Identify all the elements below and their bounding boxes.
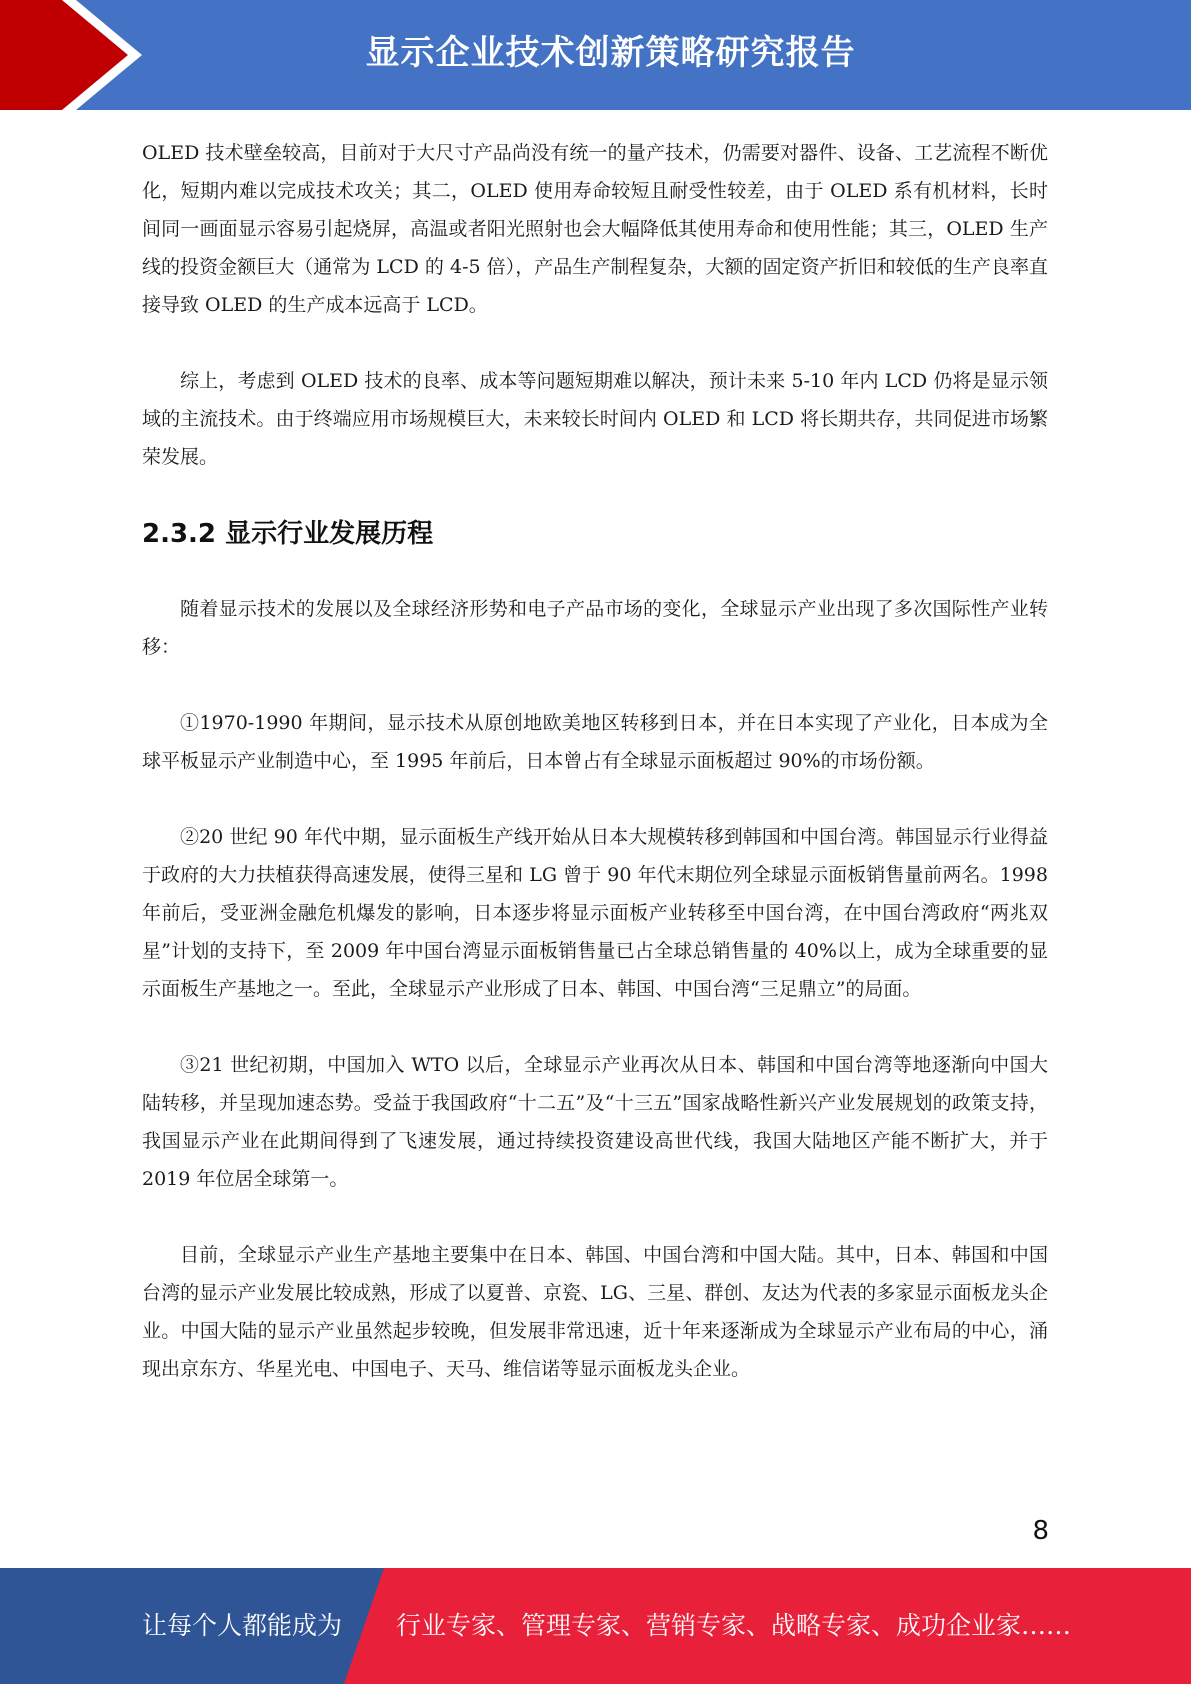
document-body bbox=[142, 134, 1048, 1426]
header-title: 显示企业技术创新策略研究报告 bbox=[365, 33, 856, 73]
body-paragraph: OLED 技术壁垒较高，目前对于大尺寸产品尚没有统一的量产技术，仍需要对器件、设备、工艺流程不断优化，短期内难以完成技术攻关；其二，OLED 使用寿命较短且耐受性较差，由于 OLED 系有机材料，长时间同一画面显示容易引起烧屏，高温或者阳光照射也会大幅降低其使用寿命和使用性能；其三，OLED 生产线的投资金额巨大（通常为 LCD 的 4-5 倍），产品生产制程复杂，大额的固定资产折旧和较低的生产良率直接导致 OLED 的生产成本远高于 LCD。 bbox=[142, 142, 1048, 316]
footer-slogan-right: 行业专家、管理专家、营销专家、战略专家、成功企业家…… bbox=[396, 1611, 1072, 1640]
page-number: 8 bbox=[1032, 1516, 1049, 1546]
body-paragraph: 随着显示技术的发展以及全球经济形势和电子产品市场的变化，全球显示产业出现了多次国际性产业转移： bbox=[142, 598, 1048, 658]
body-paragraph: 目前，全球显示产业生产基地主要集中在日本、韩国、中国台湾和中国大陆。其中，日本、韩国和中国台湾的显示产业发展比较成熟，形成了以夏普、京瓷、LG、三星、群创、友达为代表的多家显示面板龙头企业。中国大陆的显示产业虽然起步较晚，但发展非常迅速，近十年来逐渐成为全球显示产业布局的中心，涌现出京东方、华星光电、中国电子、天马、维信诺等显示面板龙头企业。 bbox=[142, 1244, 1048, 1380]
footer-slogan-left: 让每个人都能成为 bbox=[142, 1611, 343, 1640]
section-heading: 2.3.2 显示行业发展历程 bbox=[142, 519, 434, 549]
body-paragraph: ③21 世纪初期，中国加入 WTO 以后，全球显示产业再次从日本、韩国和中国台湾等地逐渐向中国大陆转移，并呈现加速态势。受益于我国政府“十二五”及“十三五”国家战略性新兴产业发展规划的政策支持，我国显示产业在此期间得到了飞速发展，通过持续投资建设高世代线，我国大陆地区产能不断扩大，并于 2019 年位居全球第一。 bbox=[142, 1054, 1048, 1190]
body-paragraph: ②20 世纪 90 年代中期，显示面板生产线开始从日本大规模转移到韩国和中国台湾。韩国显示行业得益于政府的大力扶植获得高速发展，使得三星和 LG 曾于 90 年代末期位列全球显示面板销售量前两名。1998 年前后，受亚洲金融危机爆发的影响，日本逐步将显示面板产业转移至中国台湾，在中国台湾政府“两兆双星”计划的支持下，至 2009 年中国台湾显示面板销售量已占全球总销售量的 40%以上，成为全球重要的显示面板生产基地之一。至此，全球显示产业形成了日本、韩国、中国台湾“三足鼎立”的局面。 bbox=[142, 826, 1048, 1000]
page-header bbox=[0, 0, 1191, 110]
page-footer bbox=[0, 1568, 1191, 1684]
body-paragraph: ①1970-1990 年期间，显示技术从原创地欧美地区转移到日本，并在日本实现了产业化，日本成为全球平板显示产业制造中心，至 1995 年前后，日本曾占有全球显示面板超过 90%的市场份额。 bbox=[142, 712, 1048, 772]
body-paragraph: 综上，考虑到 OLED 技术的良率、成本等问题短期难以解决，预计未来 5-10 年内 LCD 仍将是显示领域的主流技术。由于终端应用市场规模巨大，未来较长时间内 OLED 和 LCD 将长期共存，共同促进市场繁荣发展。 bbox=[142, 370, 1048, 468]
